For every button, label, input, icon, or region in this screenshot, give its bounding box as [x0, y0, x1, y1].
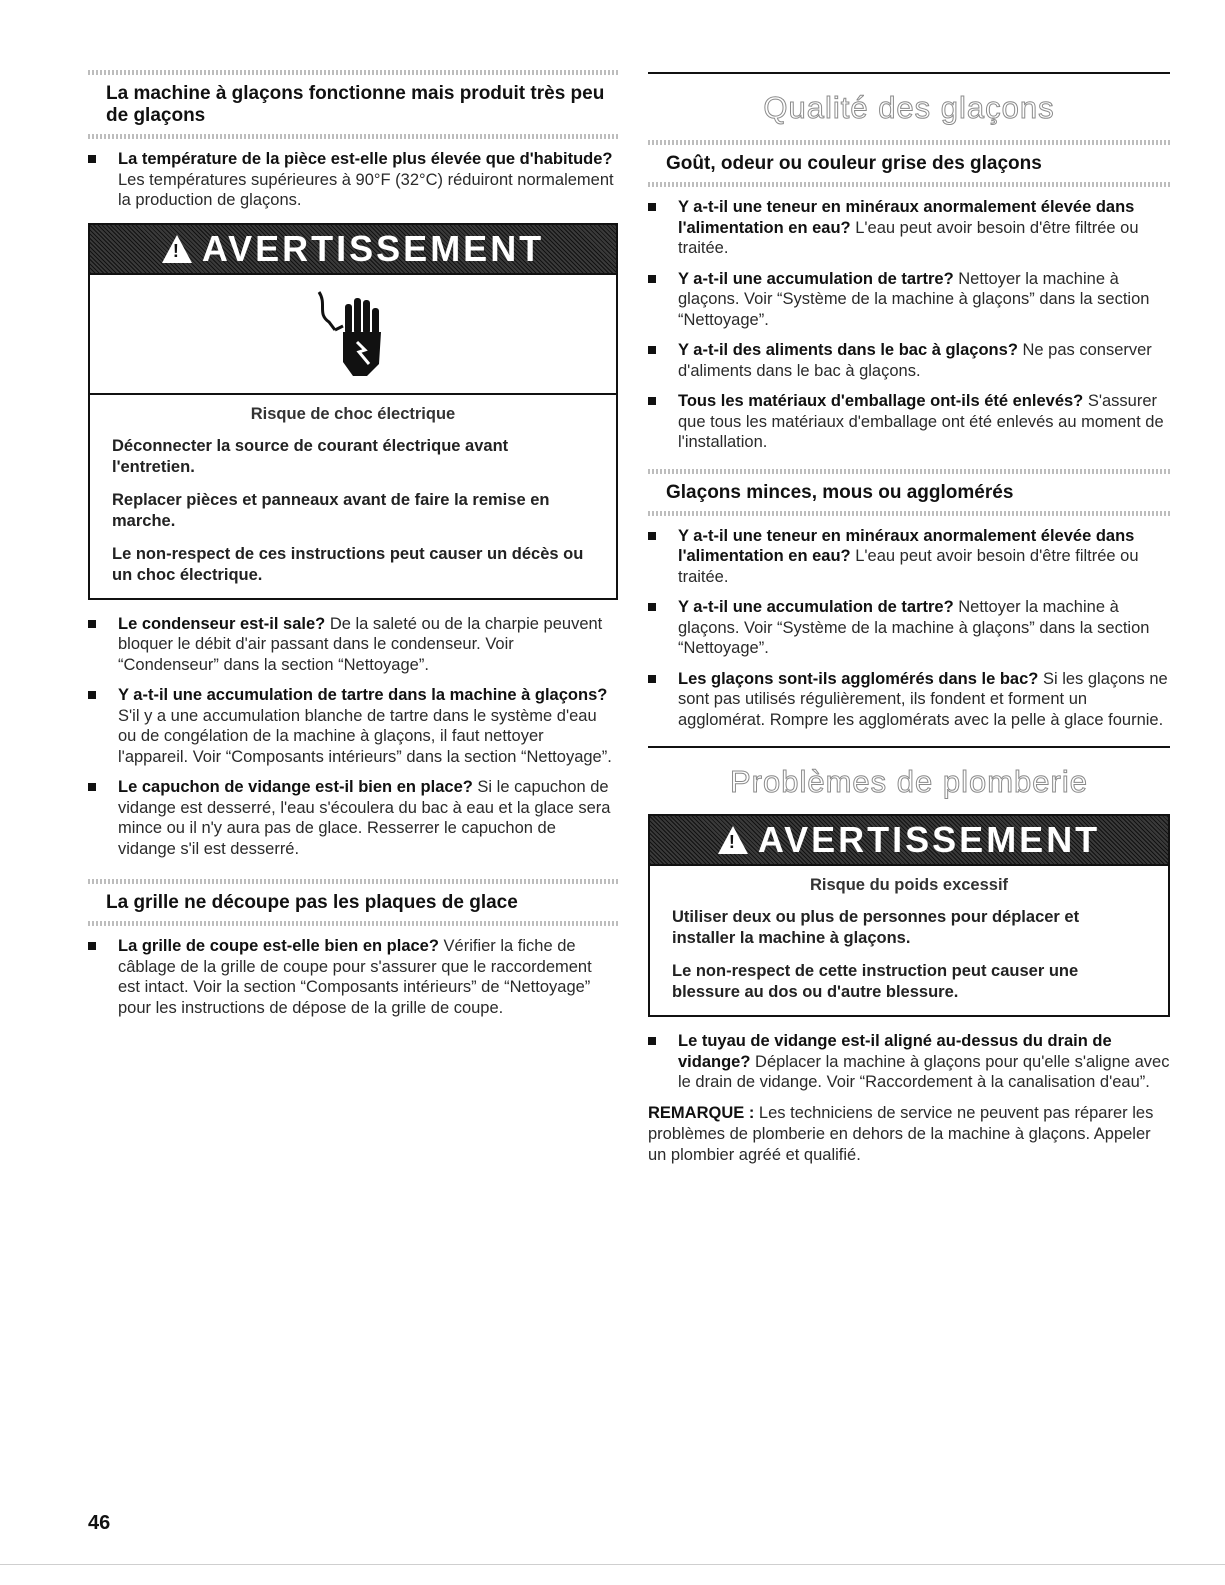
answer: Nettoyer la machine à glaçons. Voir “Système de la machine à glaçons” dans la section “Nettoyage”. — [678, 598, 1150, 657]
question: Le tuyau de vidange est-il aligné au-dessus du drain de vidange? — [678, 1032, 1112, 1071]
list-item — [648, 197, 1170, 259]
dotted-rule — [88, 134, 618, 139]
section-low-ice-production — [88, 70, 618, 139]
remark-note — [648, 1103, 1170, 1166]
list-item — [88, 614, 618, 676]
question: Le condenseur est-il sale? — [118, 614, 326, 633]
square-bullet-icon — [648, 603, 656, 611]
heading-rule — [648, 746, 1170, 748]
answer: Si les glaçons ne sont pas utilisés régulièrement, ils fondent et forment un agglomérat. Rompre les agglomérats avec la pelle à glace fournie. — [678, 669, 1168, 729]
dotted-rule — [648, 182, 1170, 187]
square-bullet-icon — [648, 675, 656, 683]
warning-line: Le non-respect de ces instructions peut causer un décès ou un choc électrique. — [112, 544, 584, 584]
square-bullet-icon — [88, 155, 96, 163]
list-item — [88, 685, 618, 767]
section-heading: La machine à glaçons fonctionne mais produit très peu de glaçons — [106, 83, 605, 126]
answer: Déplacer la machine à glaçons pour qu'elle s'aligne avec le drain de vidange. Voir “Raccordement à la canalisation d'eau”. — [678, 1052, 1170, 1091]
square-bullet-icon — [648, 275, 656, 283]
question: Y a-t-il des aliments dans le bac à glaçons? — [678, 341, 1018, 359]
answer: Si le capuchon de vidange est desserré, l'eau s'écoulera du bac à eau et la glace sera mince ou il n'y aura pas de glace. Resserrer le capuchon de vidange s'il est desserré. — [118, 778, 611, 858]
checklist — [88, 614, 618, 860]
checklist — [88, 936, 618, 1018]
warning-line: Déconnecter la source de courant électrique avant l'entretien. — [112, 436, 509, 476]
warning-box-excessive-weight — [648, 814, 1170, 1017]
square-bullet-icon — [88, 620, 96, 628]
question: Y a-t-il une teneur en minéraux anormalement élevée dans l'alimentation en eau? — [678, 198, 1135, 237]
warning-banner — [650, 816, 1168, 864]
section-heading: Glaçons minces, mous ou agglomérés — [666, 481, 1014, 503]
answer: De la saleté ou de la charpie peuvent bloquer le débit d'air passant dans le condenseur. Voir “Condenseur” dans la section “Nettoyage”. — [118, 614, 603, 674]
answer: L'eau peut avoir besoin d'être filtrée ou traitée. — [678, 547, 1139, 586]
dotted-rule — [88, 921, 618, 926]
question: La grille de coupe est-elle bien en place? — [118, 937, 439, 955]
remark-label: REMARQUE : — [648, 1103, 755, 1122]
question: La température de la pièce est-elle plus élevée que d'habitude? — [118, 150, 613, 168]
list-item — [648, 391, 1170, 453]
warning-triangle-icon: ! — [162, 235, 192, 263]
warning-body — [650, 864, 1168, 1015]
warning-risk: Risque de choc électrique — [250, 404, 456, 423]
plumbing-problems-heading: Problèmes de plomberie — [729, 764, 1088, 799]
answer: L'eau peut avoir besoin d'être filtrée ou traitée. — [678, 218, 1139, 257]
square-bullet-icon — [88, 783, 96, 791]
square-bullet-icon — [88, 942, 96, 950]
section-grid-not-cutting — [88, 879, 618, 926]
list-item — [88, 149, 618, 211]
warning-triangle-icon: ! — [718, 826, 748, 854]
section-taste-odor — [648, 140, 1170, 187]
answer: S'il y a une accumulation blanche de tartre dans le système d'eau ou de congélation de la machine à glaçons, il faut nettoyer l'appareil. Voir “Composants intérieurs” dans la section “Nettoyage”. — [118, 706, 612, 766]
answer: S'assurer que tous les matériaux d'emballage ont été enlevés au moment de l'installation. — [678, 392, 1164, 451]
question: Tous les matériaux d'emballage ont-ils été enlevés? — [678, 392, 1084, 410]
square-bullet-icon — [648, 346, 656, 354]
question: Le capuchon de vidange est-il bien en place? — [118, 778, 473, 796]
page-number: 46 — [88, 1512, 111, 1534]
question: Y a-t-il une teneur en minéraux anormalement élevée dans l'alimentation en eau? — [678, 526, 1135, 565]
answer: Les températures supérieures à 90°F (32°C) réduiront normalement la production de glaçons. — [118, 170, 614, 209]
list-item — [648, 526, 1170, 588]
warning-risk: Risque du poids excessif — [809, 876, 1009, 894]
question: Y a-t-il une accumulation de tartre? — [678, 598, 954, 616]
answer: Vérifier la fiche de câblage de la grille de coupe pour s'assurer que le raccordement est intact. Voir la section “Composants intérieurs” de “Nettoyage” pour les instructions de dépose de la grille de coupe. — [118, 937, 592, 1017]
question: Y a-t-il une accumulation de tartre dans la machine à glaçons? — [118, 686, 608, 704]
square-bullet-icon — [648, 203, 656, 211]
checklist — [88, 149, 618, 211]
dotted-rule — [648, 511, 1170, 516]
list-item — [648, 269, 1170, 331]
list-item — [88, 936, 618, 1018]
warning-title: AVERTISSEMENT — [201, 227, 545, 269]
checklist — [648, 526, 1170, 731]
square-bullet-icon — [648, 1037, 656, 1045]
warning-title: AVERTISSEMENT — [757, 819, 1101, 860]
right-column — [648, 72, 1170, 1182]
left-column — [88, 70, 618, 1028]
warning-banner — [90, 225, 616, 273]
ice-quality-heading: Qualité des glaçons — [763, 90, 1055, 125]
question: Les glaçons sont-ils agglomérés dans le bac? — [678, 669, 1039, 688]
remark-text: Les techniciens de service ne peuvent pas réparer les problèmes de plomberie en dehors de la machine à glaçons. Appeler un plombier agréé et qualifié. — [648, 1103, 1154, 1164]
checklist — [648, 1031, 1170, 1093]
answer: Ne pas conserver d'aliments dans le bac à glaçons. — [678, 341, 1152, 380]
section-heading: La grille ne découpe pas les plaques de glace — [106, 892, 518, 913]
warning-box-electric-shock — [88, 223, 618, 600]
section-thin-soft-ice — [648, 469, 1170, 516]
warning-line: Replacer pièces et panneaux avant de faire la remise en marche. — [112, 490, 550, 530]
list-item — [648, 669, 1170, 731]
answer: Nettoyer la machine à glaçons. Voir “Système de la machine à glaçons” dans la section “Nettoyage”. — [678, 269, 1150, 329]
heading-rule — [648, 72, 1170, 74]
checklist — [648, 197, 1170, 453]
warning-body — [90, 395, 616, 598]
warning-line: Utiliser deux ou plus de personnes pour déplacer et installer la machine à glaçons. — [672, 908, 1080, 947]
square-bullet-icon — [88, 691, 96, 699]
warning-line: Le non-respect de cette instruction peut causer une blessure au dos ou d'autre blessure. — [672, 962, 1079, 1001]
list-item — [648, 1031, 1170, 1093]
list-item — [648, 597, 1170, 659]
bottom-rule — [0, 1564, 1225, 1565]
list-item — [648, 340, 1170, 381]
electrical-shock-hand-icon — [90, 273, 616, 395]
section-heading: Goût, odeur ou couleur grise des glaçons — [666, 153, 1042, 174]
list-item — [88, 777, 618, 859]
square-bullet-icon — [648, 397, 656, 405]
question: Y a-t-il une accumulation de tartre? — [678, 269, 954, 288]
square-bullet-icon — [648, 532, 656, 540]
